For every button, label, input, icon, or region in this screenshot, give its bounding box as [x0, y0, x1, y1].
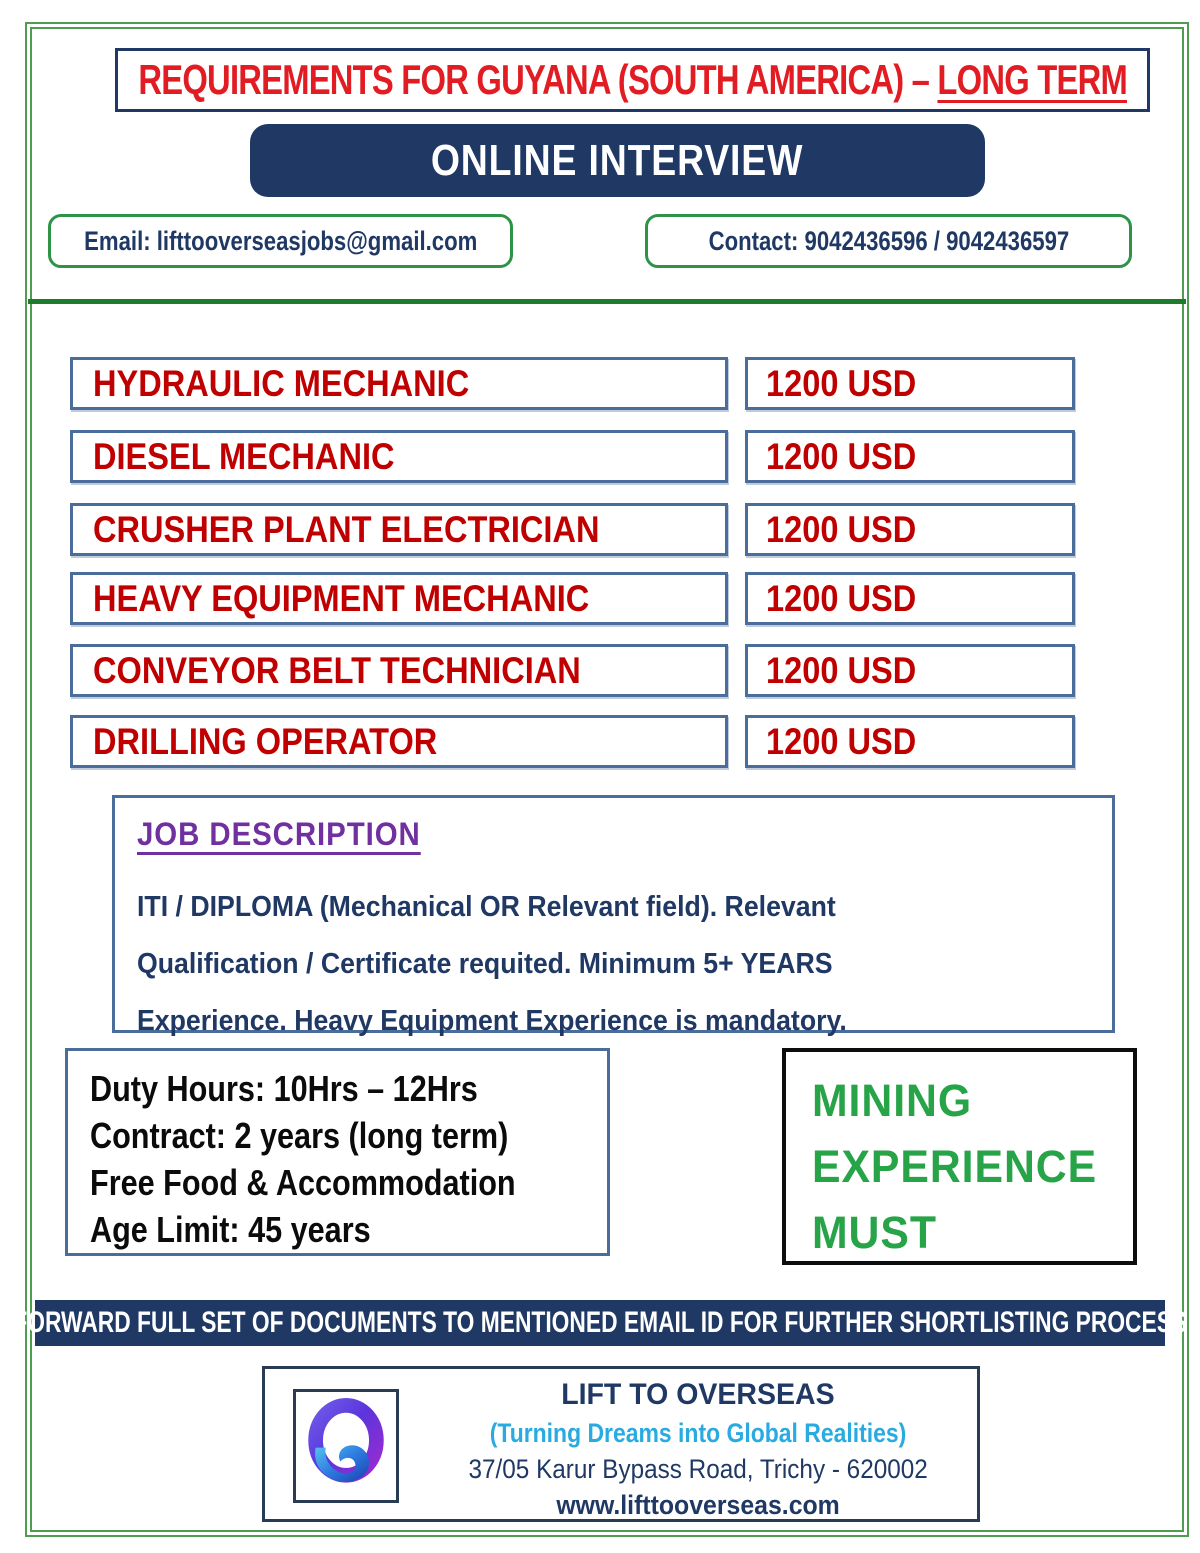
job-row-title: [70, 430, 728, 483]
page-title-main: REQUIREMENTS FOR GUYANA (SOUTH AMERICA) –: [138, 56, 938, 103]
email-label: Email: lifttooverseasjobs@gmail.com: [83, 225, 478, 256]
agency-website-text: www.lifttooverseas.com: [556, 1490, 840, 1520]
job-salary: 1200 USD: [766, 577, 917, 619]
term-age-limit: [90, 1206, 607, 1253]
mining-note-line: [812, 1200, 1133, 1266]
job-description-body: [137, 879, 1088, 1050]
agency-address-text: 37/05 Karur Bypass Road, Trichy - 620002: [468, 1454, 928, 1484]
term-text: Contract: 2 years (long term): [90, 1115, 509, 1156]
job-row-salary: [745, 715, 1075, 768]
job-title: DRILLING OPERATOR: [93, 720, 438, 762]
email-box: [48, 214, 513, 268]
job-title: DIESEL MECHANIC: [93, 435, 395, 477]
term-contract: [90, 1112, 607, 1159]
online-interview-label: ONLINE INTERVIEW: [431, 135, 804, 185]
job-salary: 1200 USD: [766, 508, 917, 550]
mining-experience-box: [782, 1048, 1137, 1265]
page-title: [138, 56, 1127, 104]
job-row-title: [70, 644, 728, 697]
job-description-heading: JOB DESCRIPTION: [137, 816, 421, 852]
mining-note-line: [812, 1068, 1133, 1134]
agency-tagline: [433, 1415, 963, 1451]
job-row-salary: [745, 572, 1075, 625]
job-title: HEAVY EQUIPMENT MECHANIC: [93, 577, 590, 619]
agency-website: [433, 1487, 963, 1523]
job-title: CRUSHER PLANT ELECTRICIAN: [93, 508, 600, 550]
job-row-salary: [745, 357, 1075, 410]
job-title: HYDRAULIC MECHANIC: [93, 362, 470, 404]
job-row-title: [70, 503, 728, 556]
term-text: Duty Hours: 10Hrs – 12Hrs: [90, 1068, 478, 1109]
agency-name-text: LIFT TO OVERSEAS: [561, 1378, 835, 1411]
agency-logo-box: [293, 1389, 399, 1503]
agency-name: [433, 1375, 963, 1415]
online-interview-banner: [250, 124, 985, 197]
job-salary: 1200 USD: [766, 435, 917, 477]
term-duty-hours: [90, 1065, 607, 1112]
mining-note-text: EXPERIENCE: [812, 1141, 1098, 1192]
job-description-line: [137, 936, 1088, 993]
job-row-title: [70, 572, 728, 625]
job-description-line: [137, 879, 1088, 936]
wave-ring-logo-icon: [300, 1394, 392, 1499]
documents-banner-text: FORWARD FULL SET OF DOCUMENTS TO MENTIONED EMAIL ID FOR FURTHER SHORTLISTING PROCESS: [13, 1306, 1187, 1339]
job-row-title: [70, 715, 728, 768]
documents-banner: [13, 1300, 1187, 1346]
page-title-emphasis: LONG TERM: [937, 56, 1127, 103]
agency-tagline-text: (Turning Dreams into Global Realities): [489, 1418, 907, 1448]
job-title: CONVEYOR BELT TECHNICIAN: [93, 649, 581, 691]
green-divider-line: [28, 299, 1186, 304]
agency-address: [433, 1451, 963, 1487]
job-description-box: [112, 795, 1115, 1037]
contact-box: [645, 214, 1132, 268]
job-row-salary: [745, 644, 1075, 697]
job-row-title: [70, 357, 728, 410]
job-row-salary: [745, 430, 1075, 483]
contact-label: Contact: 9042436596 / 9042436597: [708, 225, 1069, 256]
job-description-line: [137, 993, 1088, 1050]
job-row-salary: [745, 503, 1075, 556]
job-description-line-text: Qualification / Certificate requited. Minimum 5+ YEARS: [137, 948, 833, 980]
terms-box: [65, 1048, 610, 1256]
job-description-line-text: ITI / DIPLOMA (Mechanical OR Relevant field). Relevant: [137, 891, 836, 923]
job-salary: 1200 USD: [766, 649, 917, 691]
agency-card: [262, 1366, 980, 1522]
job-description-line-text: Experience. Heavy Equipment Experience is mandatory.: [137, 1005, 847, 1037]
mining-note-text: MUST: [812, 1207, 937, 1258]
title-box: [115, 48, 1150, 112]
term-text: Free Food & Accommodation: [90, 1162, 516, 1203]
mining-note-line: [812, 1134, 1133, 1200]
job-salary: 1200 USD: [766, 362, 917, 404]
agency-text-block: [433, 1375, 963, 1523]
mining-note-text: MINING: [812, 1075, 973, 1126]
term-food-accommodation: [90, 1159, 607, 1206]
term-text: Age Limit: 45 years: [90, 1209, 371, 1250]
job-salary: 1200 USD: [766, 720, 917, 762]
